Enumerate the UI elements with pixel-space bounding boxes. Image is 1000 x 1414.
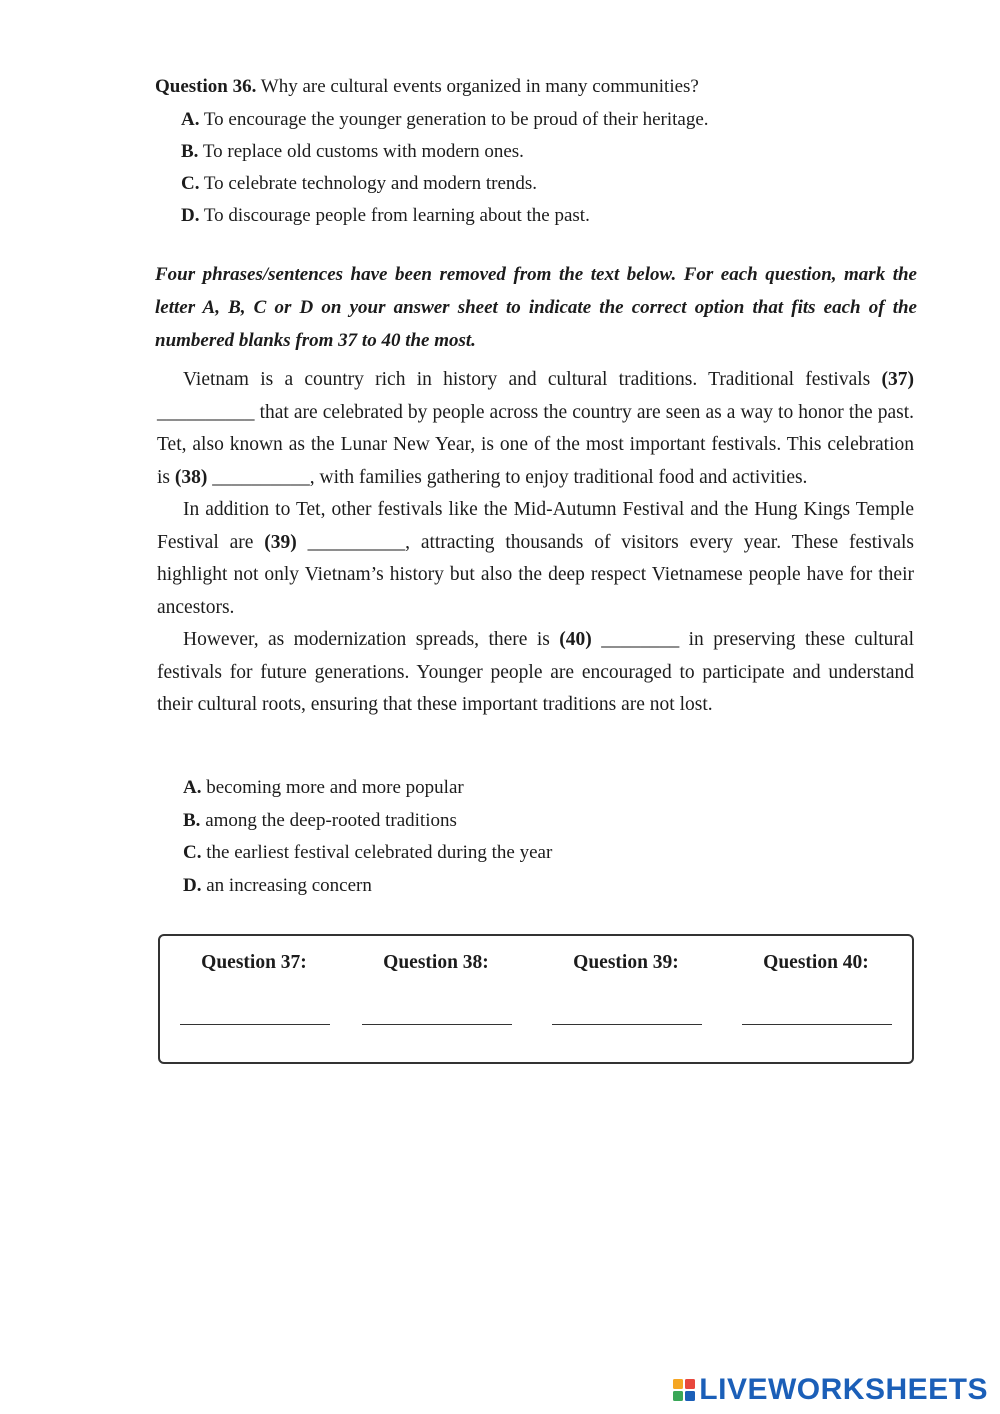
option-letter: A. bbox=[183, 777, 202, 798]
question-36 bbox=[155, 76, 915, 236]
option-text: To celebrate technology and modern trends. bbox=[199, 173, 538, 194]
brand-name: LIVEWORKSHEETS bbox=[699, 1373, 988, 1406]
passage-text: In addition to Tet, other festivals like the Mid-Autumn Festival and the Hung Kings Temple Festival are bbox=[157, 499, 914, 553]
option-letter: C. bbox=[181, 173, 200, 194]
option-letter: A. bbox=[181, 109, 200, 130]
passage-paragraph-3 bbox=[157, 624, 914, 722]
blank-40: ________ bbox=[591, 629, 689, 650]
option-letter: D. bbox=[181, 205, 200, 226]
blank-39: __________ bbox=[296, 531, 406, 553]
answer-39-field[interactable] bbox=[552, 1024, 702, 1025]
option-letter: B. bbox=[183, 809, 201, 831]
option-a bbox=[183, 776, 857, 799]
answer-options bbox=[157, 776, 857, 906]
answer-38 bbox=[356, 952, 516, 974]
blank-40-number: (40) bbox=[559, 629, 592, 650]
option-letter: D. bbox=[183, 874, 202, 896]
question-36-option-b bbox=[181, 140, 915, 163]
question-36-number: Question 36. bbox=[155, 76, 257, 97]
passage-text: in preserving these cultural festivals for future generations. Younger people are encouraged to participate and understand their cultural roots, ensuring that these important traditions are not lost. bbox=[157, 629, 914, 715]
question-36-text: Why are cultural events organized in many communities? bbox=[256, 76, 699, 97]
liveworksheets-logo-icon bbox=[672, 1378, 696, 1402]
passage-text: However, as modernization spreads, there is bbox=[183, 629, 560, 650]
question-36-option-d bbox=[181, 204, 915, 227]
option-text: To encourage the younger generation to be proud of their heritage. bbox=[199, 109, 709, 130]
answer-40-field[interactable] bbox=[742, 1024, 892, 1025]
option-text: among the deep-rooted traditions bbox=[200, 809, 457, 831]
liveworksheets-brand[interactable] bbox=[672, 1372, 988, 1408]
blank-37-number: (37) bbox=[881, 369, 914, 390]
instructions: Four phrases/sentences have been removed from the text below. For each question, mark the letter A, B, C or D on your answer sheet to indicate the correct option that fits each of the numbered blanks from 37 to 40 the most. bbox=[155, 264, 917, 351]
option-text: an increasing concern bbox=[201, 874, 372, 896]
answer-37-label: Question 37: bbox=[201, 952, 307, 973]
option-text: becoming more and more popular bbox=[201, 777, 464, 798]
option-letter: B. bbox=[181, 141, 199, 162]
answer-39-label: Question 39: bbox=[573, 952, 679, 973]
answer-38-field[interactable] bbox=[362, 1024, 512, 1025]
answer-37 bbox=[174, 952, 334, 974]
option-text: To discourage people from learning about the past. bbox=[199, 205, 590, 226]
passage-text: , with families gathering to enjoy traditional food and activities. bbox=[309, 466, 808, 488]
reading-passage bbox=[157, 364, 914, 722]
answer-40 bbox=[736, 952, 896, 974]
option-c bbox=[183, 841, 857, 864]
answer-38-label: Question 38: bbox=[383, 952, 489, 973]
passage-text: Vietnam is a country rich in history and cultural traditions. Traditional festivals bbox=[183, 369, 882, 390]
option-b bbox=[183, 809, 857, 832]
answer-39 bbox=[546, 952, 706, 974]
blank-39-number: (39) bbox=[264, 531, 297, 553]
answer-37-field[interactable] bbox=[180, 1024, 330, 1025]
blank-37: __________ bbox=[157, 401, 260, 423]
question-36-option-c bbox=[181, 172, 915, 195]
question-36-option-a bbox=[181, 108, 915, 131]
passage-paragraph-2 bbox=[157, 494, 914, 624]
blank-38: __________ bbox=[207, 466, 310, 488]
option-text: the earliest festival celebrated during the year bbox=[201, 842, 553, 863]
question-36-stem bbox=[155, 76, 915, 98]
passage-paragraph-1 bbox=[157, 364, 914, 494]
option-letter: C. bbox=[183, 842, 202, 863]
option-d bbox=[183, 874, 857, 897]
passage-text: that are celebrated by people across the country are seen as a way to honor the past. Tet, also known as the Lunar New Year, is one of the most important festivals. This celebration is bbox=[157, 401, 915, 488]
blank-38-number: (38) bbox=[174, 466, 208, 488]
passage-text: , attracting thousands of visitors every year. These festivals highlight not only Vietnam’s history but also the deep respect Vietnamese people have for their ancestors. bbox=[157, 531, 914, 618]
option-text: To replace old customs with modern ones. bbox=[198, 141, 524, 162]
answer-40-label: Question 40: bbox=[763, 952, 869, 973]
answer-box bbox=[158, 934, 914, 1064]
